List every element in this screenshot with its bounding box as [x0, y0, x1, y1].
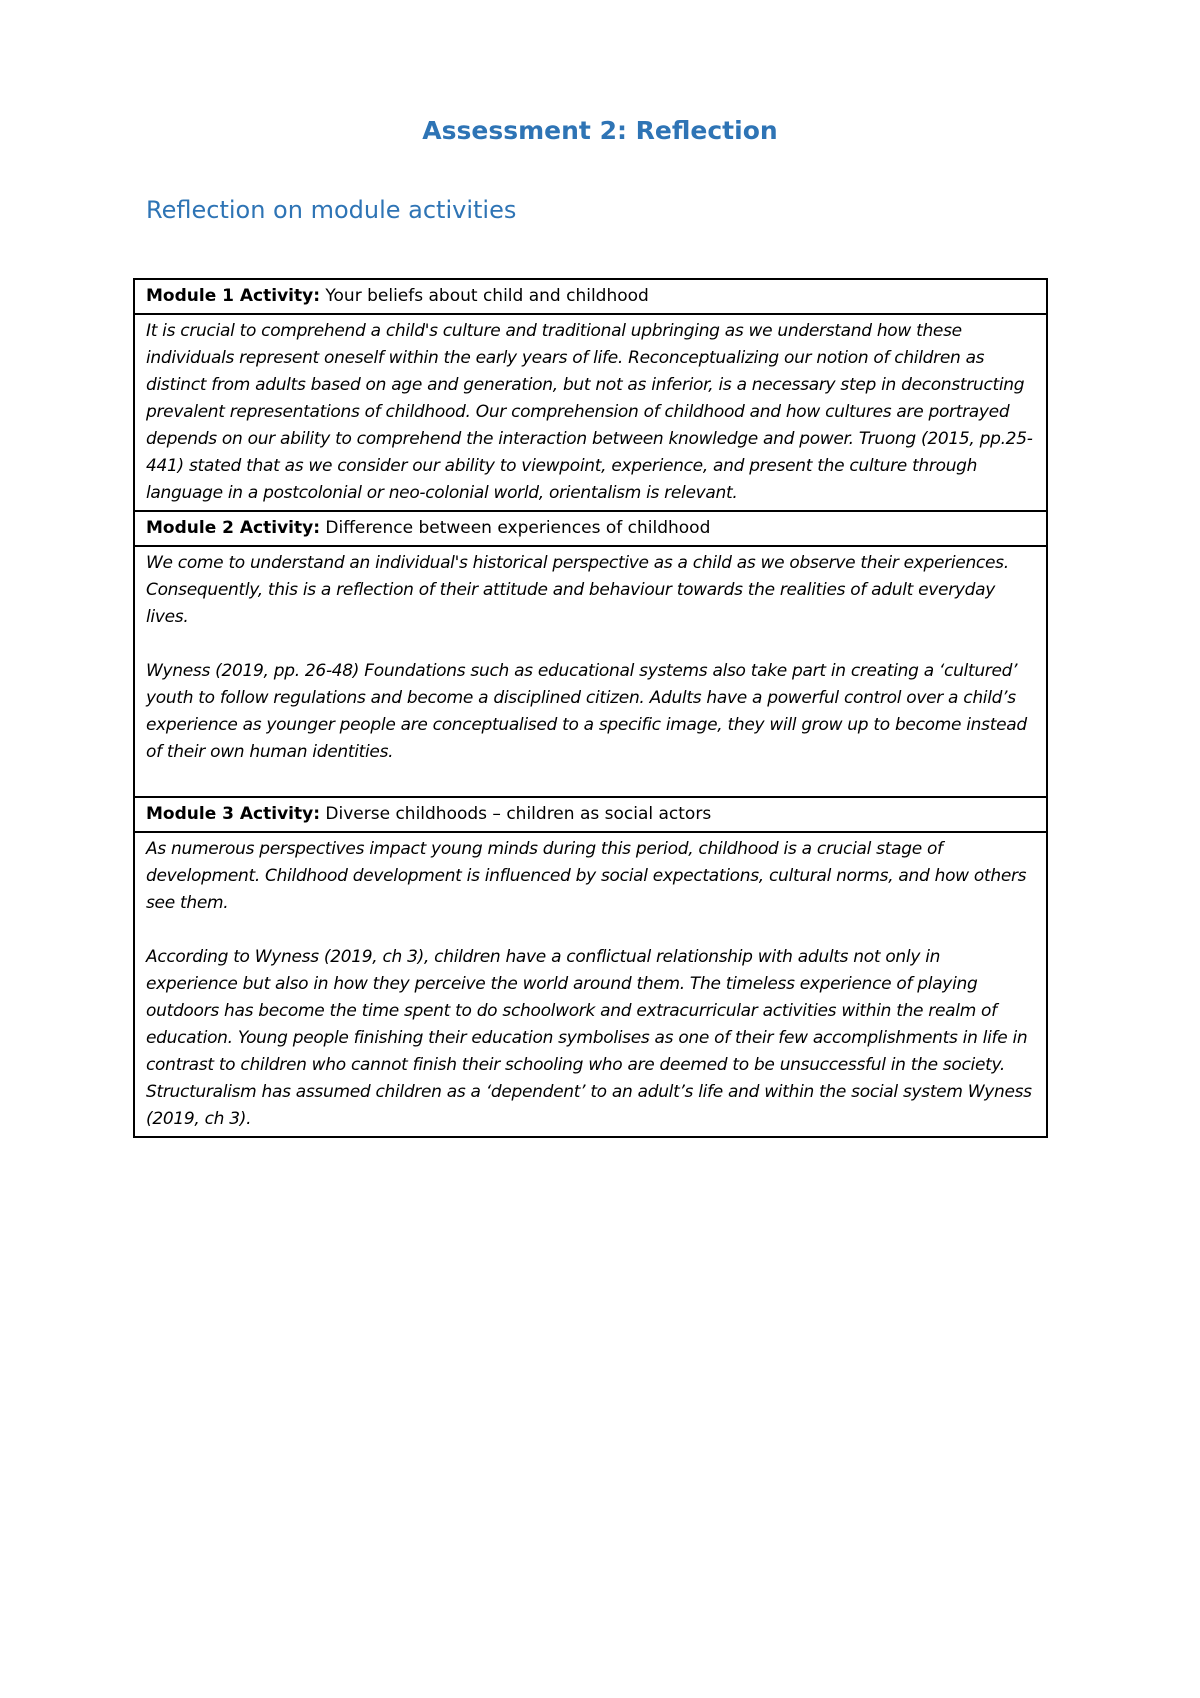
module-activities-table — [133, 278, 1048, 1138]
module-3-body-row — [134, 832, 1047, 1137]
module-2-topic: Difference between experiences of childhood — [320, 518, 711, 538]
module-3-topic: Diverse childhoods – children as social actors — [320, 804, 712, 824]
section-heading: Reflection on module activities — [146, 196, 517, 224]
module-1-header-cell — [134, 279, 1047, 314]
module-3-header-cell — [134, 797, 1047, 832]
module-3-paragraph-1: As numerous perspectives impact young minds during this period, childhood is a crucial stage of development. Childhood development is influenced by social expectations, cultural norms, and how others see them. — [146, 839, 1027, 913]
module-3-header-row — [134, 797, 1047, 832]
module-1-header-row — [134, 279, 1047, 314]
module-3-body-cell — [134, 832, 1047, 1137]
module-1-label: Module 1 Activity: — [146, 286, 320, 306]
module-2-header-cell — [134, 511, 1047, 546]
module-2-paragraph-2: Wyness (2019, pp. 26-48) Foundations such as educational systems also take part in creating a ‘cultured’ youth to follow regulations and become a disciplined citizen. Adults have a powerful control over a child’s experience as younger people are conceptualised to a specific image, they will grow up to become instead of their own human identities. — [146, 661, 1027, 762]
module-2-body-cell — [134, 546, 1047, 797]
module-3-label: Module 3 Activity: — [146, 804, 320, 824]
module-1-paragraph-1: It is crucial to comprehend a child's culture and traditional upbringing as we understand how these individuals represent oneself within the early years of life. Reconceptualizing our notion of children as distinct from adults based on age and generation, but not as inferior, is a necessary step in deconstructing prevalent representations of childhood. Our comprehension of childhood and how cultures are portrayed depends on our ability to comprehend the interaction between knowledge and power. Truong (2015, pp.25-441) stated that as we consider our ability to viewpoint, experience, and present the culture through language in a postcolonial or neo-colonial world, orientalism is relevant. — [146, 321, 1033, 503]
module-2-paragraph-1: We come to understand an individual's historical perspective as a child as we observe their experiences. Consequently, this is a reflection of their attitude and behaviour towards the realities of adult everyday lives. — [146, 553, 1009, 627]
module-1-body-row — [134, 314, 1047, 511]
module-1-body-cell — [134, 314, 1047, 511]
module-2-header-row — [134, 511, 1047, 546]
module-3-paragraph-2: According to Wyness (2019, ch 3), children have a conflictual relationship with adults not only in experience but also in how they perceive the world around them. The timeless experience of playing outdoors has become the time spent to do schoolwork and extracurricular activities within the realm of education. Young people finishing their education symbolises as one of their few accomplishments in life in contrast to children who cannot finish their schooling who are deemed to be unsuccessful in the society. Structuralism has assumed children as a ‘dependent’ to an adult’s life and within the social system Wyness (2019, ch 3). — [146, 947, 1032, 1129]
module-2-body-row — [134, 546, 1047, 797]
page-title: Assessment 2: Reflection — [422, 116, 778, 145]
module-2-label: Module 2 Activity: — [146, 518, 320, 538]
module-1-topic: Your beliefs about child and childhood — [320, 286, 649, 306]
